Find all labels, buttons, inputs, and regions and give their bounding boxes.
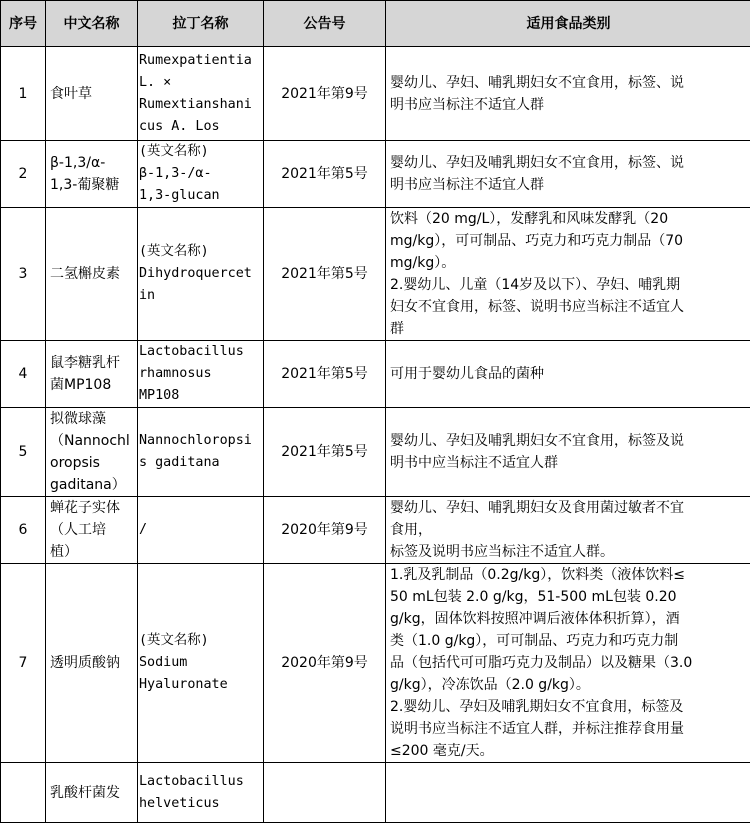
- cell-chinese-name: [46, 141, 138, 208]
- cell-chinese-name: [46, 564, 138, 763]
- cell-latin-name-line: cus A. Los: [139, 116, 262, 138]
- cell-chinese-name-line: 透明质酸钠: [50, 652, 136, 674]
- table-row: [1, 564, 750, 763]
- cell-food-category: [386, 763, 750, 823]
- cell-chinese-name-line: 食叶草: [50, 83, 136, 105]
- cell-food-category-line: 2.婴幼儿、儿童（14岁及以下）、孕妇、哺乳期: [390, 274, 750, 296]
- cell-chinese-name-line: gaditana）: [50, 474, 136, 496]
- cell-latin-name: [138, 408, 264, 497]
- cell-chinese-name-line: （Nannochl: [50, 430, 136, 452]
- header-no: 序号: [1, 1, 46, 47]
- cell-notice-number: 2021年第5号: [264, 341, 386, 408]
- cell-chinese-name-line: 蝉花子实体: [50, 497, 136, 519]
- cell-food-category-line: 明书应当标注不适宜人群: [390, 174, 750, 196]
- table-row: [1, 763, 750, 823]
- cell-food-category-line: 品（包括代可可脂巧克力及制品）以及糖果（3.0: [390, 652, 750, 674]
- cell-food-category-line: mg/kg）。: [390, 252, 750, 274]
- cell-latin-name-line: in: [139, 285, 262, 307]
- header-notice-number: 公告号: [264, 1, 386, 47]
- cell-food-category-line: 饮料（20 mg/L），发酵乳和风味发酵乳（20: [390, 208, 750, 230]
- cell-notice-number: 2020年第9号: [264, 497, 386, 564]
- cell-food-category: [386, 341, 750, 408]
- cell-no: 1: [1, 47, 46, 141]
- cell-latin-name-line: helveticus: [139, 793, 262, 815]
- cell-notice-number: 2021年第5号: [264, 141, 386, 208]
- cell-notice-number: 2020年第9号: [264, 564, 386, 763]
- cell-food-category-line: 婴幼儿、孕妇、哺乳期妇女及食用菌过敏者不宜: [390, 497, 750, 519]
- cell-chinese-name-line: β-1,3/α-: [50, 152, 136, 174]
- cell-latin-name: [138, 208, 264, 341]
- cell-notice-number: 2021年第5号: [264, 208, 386, 341]
- cell-food-category-line: 2.婴幼儿、孕妇及哺乳期妇女不宜食用，标签及: [390, 696, 750, 718]
- cell-notice-number: 2021年第5号: [264, 408, 386, 497]
- header-food-category: 适用食品类别: [386, 1, 750, 47]
- cell-food-category-line: 妇女不宜食用，标签、说明书应当标注不适宜人: [390, 296, 750, 318]
- cell-chinese-name-line: 植）: [50, 541, 136, 563]
- cell-latin-name-line: (英文名称): [139, 630, 262, 652]
- cell-latin-name-line: Rumextianshani: [139, 94, 262, 116]
- cell-food-category: [386, 141, 750, 208]
- cell-no: 3: [1, 208, 46, 341]
- cell-latin-name-line: Dihydroquercet: [139, 263, 262, 285]
- cell-food-category: [386, 47, 750, 141]
- cell-no: 4: [1, 341, 46, 408]
- cell-latin-name-line: (英文名称): [139, 141, 262, 163]
- cell-chinese-name: [46, 47, 138, 141]
- cell-food-category-line: g/kg），冷冻饮品（2.0 g/kg）。: [390, 674, 750, 696]
- cell-chinese-name-line: 拟微球藻: [50, 408, 136, 430]
- cell-latin-name-line: rhamnosus: [139, 363, 262, 385]
- cell-chinese-name: [46, 497, 138, 564]
- cell-food-category-line: 婴幼儿、孕妇、哺乳期妇女不宜食用，标签、说: [390, 72, 750, 94]
- header-chinese-name: 中文名称: [46, 1, 138, 47]
- cell-latin-name: [138, 141, 264, 208]
- cell-latin-name: [138, 47, 264, 141]
- cell-notice-number: [264, 763, 386, 823]
- cell-food-category-line: 婴幼儿、孕妇及哺乳期妇女不宜食用，标签、说: [390, 152, 750, 174]
- cell-chinese-name: [46, 208, 138, 341]
- cell-latin-name-line: Lactobacillus: [139, 341, 262, 363]
- cell-latin-name: [138, 497, 264, 564]
- cell-latin-name-line: Lactobacillus: [139, 771, 262, 793]
- cell-food-category-line: 食用，: [390, 519, 750, 541]
- cell-chinese-name-line: oropsis: [50, 452, 136, 474]
- cell-chinese-name-line: （人工培: [50, 519, 136, 541]
- cell-food-category-line: 标签及说明书应当标注不适宜人群。: [390, 541, 750, 563]
- cell-food-category-line: 婴幼儿、孕妇及哺乳期妇女不宜食用，标签及说: [390, 430, 750, 452]
- cell-food-category-line: 50 mL包装 2.0 g/kg，51-500 mL包装 0.20: [390, 586, 750, 608]
- cell-food-category: [386, 208, 750, 341]
- table-row: [1, 208, 750, 341]
- cell-latin-name-line: s gaditana: [139, 452, 262, 474]
- cell-notice-number: 2021年第9号: [264, 47, 386, 141]
- table-row: [1, 141, 750, 208]
- cell-latin-name-line: Sodium: [139, 652, 262, 674]
- cell-food-category-line: mg/kg），可可制品、巧克力和巧克力制品（70: [390, 230, 750, 252]
- cell-latin-name: [138, 763, 264, 823]
- table-row: [1, 408, 750, 497]
- cell-chinese-name-line: 乳酸杆菌发: [50, 782, 136, 804]
- cell-latin-name-line: β-1,3-/α-: [139, 163, 262, 185]
- cell-chinese-name-line: 菌MP108: [50, 374, 136, 396]
- cell-latin-name-line: (英文名称): [139, 241, 262, 263]
- cell-latin-name-line: L. ×: [139, 72, 262, 94]
- cell-latin-name-line: Nannochloropsi: [139, 430, 262, 452]
- cell-latin-name-line: /: [139, 519, 262, 541]
- cell-food-category: [386, 408, 750, 497]
- cell-chinese-name: [46, 341, 138, 408]
- cell-food-category: [386, 564, 750, 763]
- cell-food-category: [386, 497, 750, 564]
- cell-no: 2: [1, 141, 46, 208]
- cell-latin-name-line: Hyaluronate: [139, 674, 262, 696]
- cell-food-category-line: 明书应当标注不适宜人群: [390, 94, 750, 116]
- cell-chinese-name: [46, 763, 138, 823]
- cell-no: 6: [1, 497, 46, 564]
- cell-food-category-line: 1.乳及乳制品（0.2g/kg），饮料类（液体饮料≤: [390, 564, 750, 586]
- cell-latin-name: [138, 341, 264, 408]
- cell-no: 7: [1, 564, 46, 763]
- cell-no: [1, 763, 46, 823]
- cell-latin-name-line: Rumexpatientia: [139, 50, 262, 72]
- cell-chinese-name-line: 1,3-葡聚糖: [50, 174, 136, 196]
- cell-food-category-line: 类（1.0 g/kg），可可制品、巧克力和巧克力制: [390, 630, 750, 652]
- table-row: [1, 497, 750, 564]
- cell-chinese-name: [46, 408, 138, 497]
- cell-chinese-name-line: 鼠李糖乳杆: [50, 352, 136, 374]
- table-header-row: [1, 1, 750, 47]
- cell-food-category-line: 说明书应当标注不适宜人群，并标注推荐食用量: [390, 718, 750, 740]
- table-row: [1, 47, 750, 141]
- table-row: [1, 341, 750, 408]
- cell-chinese-name-line: 二氢槲皮素: [50, 263, 136, 285]
- cell-food-category-line: 可用于婴幼儿食品的菌种: [390, 363, 750, 385]
- cell-food-category-line: g/kg，固体饮料按照冲调后液体体积折算），酒: [390, 608, 750, 630]
- cell-latin-name: [138, 564, 264, 763]
- cell-latin-name-line: 1,3-glucan: [139, 185, 262, 207]
- cell-food-category-line: 明书中应当标注不适宜人群: [390, 452, 750, 474]
- cell-latin-name-line: MP108: [139, 385, 262, 407]
- cell-no: 5: [1, 408, 46, 497]
- cell-food-category-line: ≤200 毫克/天。: [390, 740, 750, 762]
- header-latin-name: 拉丁名称: [138, 1, 264, 47]
- cell-food-category-line: 群: [390, 318, 750, 340]
